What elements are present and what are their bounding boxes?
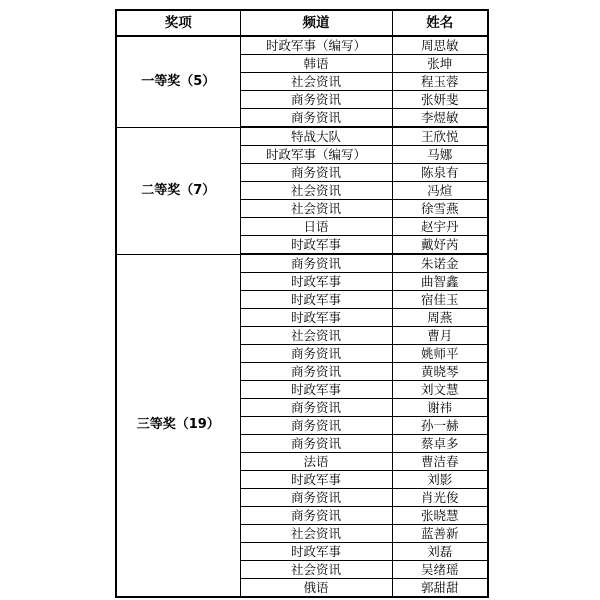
channel-cell: 时政军事 (240, 543, 392, 561)
name-cell: 冯煊 (392, 182, 488, 200)
header-award: 奖项 (116, 10, 240, 36)
channel-cell: 商务资讯 (240, 345, 392, 363)
channel-cell: 社会资讯 (240, 525, 392, 543)
channel-cell: 俄语 (240, 579, 392, 598)
table-row (116, 254, 488, 273)
channel-cell: 商务资讯 (240, 435, 392, 453)
name-cell: 刘影 (392, 471, 488, 489)
channel-cell: 时政军事 (240, 381, 392, 399)
channel-cell: 法语 (240, 453, 392, 471)
award-table (115, 9, 489, 598)
name-cell: 肖光俊 (392, 489, 488, 507)
name-cell: 郭甜甜 (392, 579, 488, 598)
name-cell: 马娜 (392, 146, 488, 164)
name-cell: 刘文慧 (392, 381, 488, 399)
name-cell: 宿佳玉 (392, 291, 488, 309)
name-cell: 程玉蓉 (392, 73, 488, 91)
channel-cell: 时政军事 (240, 471, 392, 489)
header-row (116, 10, 488, 36)
channel-cell: 商务资讯 (240, 91, 392, 109)
channel-cell: 社会资讯 (240, 182, 392, 200)
name-cell: 谢祎 (392, 399, 488, 417)
name-cell: 曹月 (392, 327, 488, 345)
name-cell: 朱诺金 (392, 254, 488, 273)
channel-cell: 时政军事（编写） (240, 36, 392, 55)
award-level-cell: 一等奖（5） (116, 36, 240, 127)
name-cell: 徐雪燕 (392, 200, 488, 218)
name-cell: 戴妤芮 (392, 236, 488, 255)
channel-cell: 商务资讯 (240, 417, 392, 435)
name-cell: 陈泉有 (392, 164, 488, 182)
name-cell: 张坤 (392, 55, 488, 73)
channel-cell: 日语 (240, 218, 392, 236)
channel-cell: 社会资讯 (240, 327, 392, 345)
channel-cell: 时政军事 (240, 309, 392, 327)
name-cell: 周燕 (392, 309, 488, 327)
name-cell: 李煜敏 (392, 109, 488, 128)
name-cell: 黄晓琴 (392, 363, 488, 381)
channel-cell: 时政军事（编写） (240, 146, 392, 164)
channel-cell: 商务资讯 (240, 507, 392, 525)
name-cell: 曲智鑫 (392, 273, 488, 291)
channel-cell: 商务资讯 (240, 109, 392, 128)
table-row (116, 127, 488, 146)
channel-cell: 韩语 (240, 55, 392, 73)
channel-cell: 时政军事 (240, 291, 392, 309)
name-cell: 张妍斐 (392, 91, 488, 109)
channel-cell: 商务资讯 (240, 399, 392, 417)
channel-cell: 商务资讯 (240, 164, 392, 182)
channel-cell: 商务资讯 (240, 363, 392, 381)
header-name: 姓名 (392, 10, 488, 36)
name-cell: 张晓慧 (392, 507, 488, 525)
table-body (116, 36, 488, 597)
table-header (116, 10, 488, 36)
name-cell: 王欣悦 (392, 127, 488, 146)
name-cell: 蓝善新 (392, 525, 488, 543)
name-cell: 刘磊 (392, 543, 488, 561)
name-cell: 周思敏 (392, 36, 488, 55)
name-cell: 姚师平 (392, 345, 488, 363)
award-level-cell: 二等奖（7） (116, 127, 240, 254)
award-level-cell: 三等奖（19） (116, 254, 240, 597)
channel-cell: 社会资讯 (240, 200, 392, 218)
header-channel: 频道 (240, 10, 392, 36)
channel-cell: 特战大队 (240, 127, 392, 146)
name-cell: 蔡卓多 (392, 435, 488, 453)
name-cell: 赵宇丹 (392, 218, 488, 236)
name-cell: 孙一赫 (392, 417, 488, 435)
channel-cell: 商务资讯 (240, 254, 392, 273)
name-cell: 吴绪瑶 (392, 561, 488, 579)
channel-cell: 时政军事 (240, 236, 392, 255)
channel-cell: 社会资讯 (240, 73, 392, 91)
channel-cell: 时政军事 (240, 273, 392, 291)
name-cell: 曹洁春 (392, 453, 488, 471)
channel-cell: 商务资讯 (240, 489, 392, 507)
table-row (116, 36, 488, 55)
channel-cell: 社会资讯 (240, 561, 392, 579)
